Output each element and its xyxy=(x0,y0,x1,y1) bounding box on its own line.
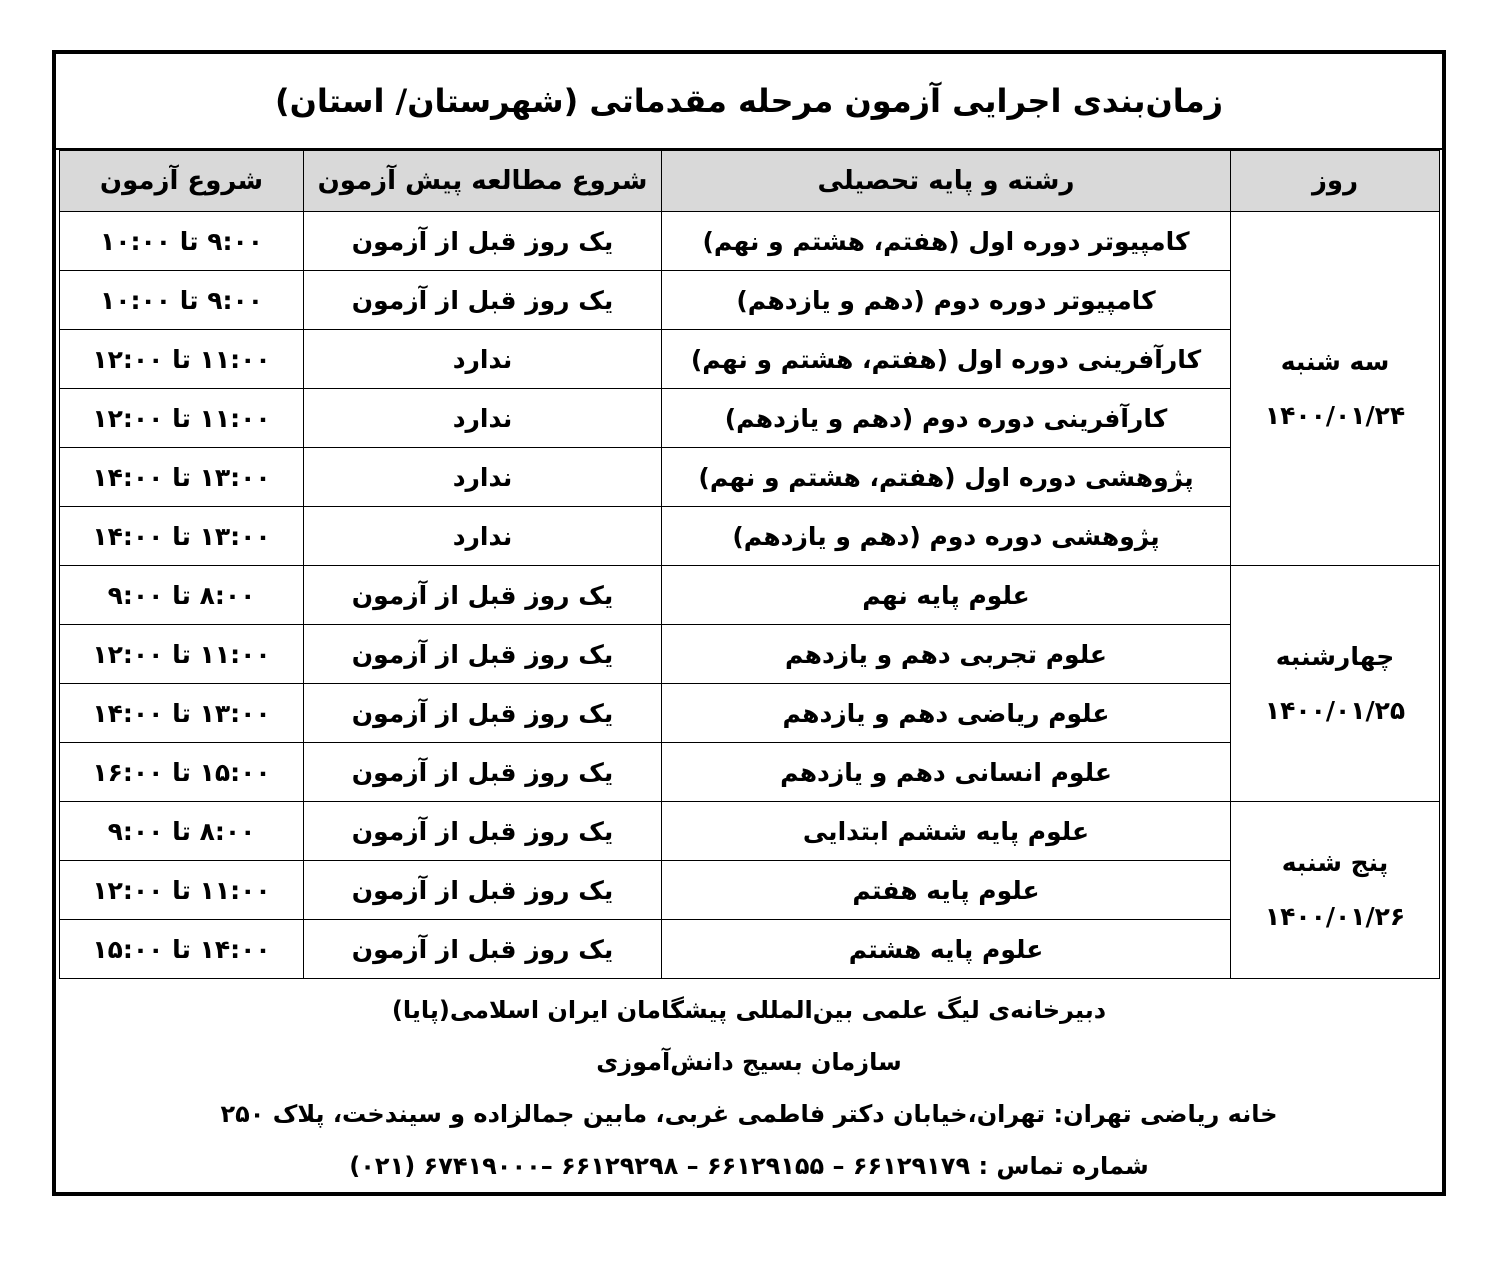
day-name: پنج شنبه xyxy=(1281,848,1389,877)
subject-cell: علوم پایه هفتم xyxy=(662,861,1231,920)
footer-contact-info xyxy=(56,984,1442,1192)
study-cell: یک روز قبل از آزمون xyxy=(304,212,662,271)
study-cell: ندارد xyxy=(304,448,662,507)
footer-phone: شماره تماس : ۶۶۱۲۹۱۷۹ – ۶۶۱۲۹۱۵۵ – ۶۶۱۲۹۲۹۸ –۶۷۴۱۹۰۰۰ (۰۲۱) xyxy=(349,1152,1149,1180)
time-cell: ۱۳:۰۰ تا ۱۴:۰۰ xyxy=(60,507,304,566)
subject-cell: کارآفرینی دوره اول (هفتم، هشتم و نهم) xyxy=(662,330,1231,389)
study-cell: یک روز قبل از آزمون xyxy=(304,566,662,625)
time-cell: ۱۱:۰۰ تا ۱۲:۰۰ xyxy=(60,330,304,389)
subject-cell: علوم پایه هشتم xyxy=(662,920,1231,979)
day-cell xyxy=(1231,566,1440,802)
study-cell: یک روز قبل از آزمون xyxy=(304,920,662,979)
time-cell: ۱۱:۰۰ تا ۱۲:۰۰ xyxy=(60,389,304,448)
day-cell xyxy=(1231,212,1440,566)
subject-cell: علوم پایه نهم xyxy=(662,566,1231,625)
time-cell: ۱۳:۰۰ تا ۱۴:۰۰ xyxy=(60,684,304,743)
subject-cell: علوم پایه ششم ابتدایی xyxy=(662,802,1231,861)
time-cell: ۱۱:۰۰ تا ۱۲:۰۰ xyxy=(60,861,304,920)
table-header-row xyxy=(60,151,1440,212)
time-cell: ۱۵:۰۰ تا ۱۶:۰۰ xyxy=(60,743,304,802)
day-date: ۱۴۰۰/۰۱/۲۶ xyxy=(1264,902,1406,931)
study-cell: ندارد xyxy=(304,389,662,448)
header-study: شروع مطالعه پیش آزمون xyxy=(304,151,662,212)
subject-cell: علوم انسانی دهم و یازدهم xyxy=(662,743,1231,802)
header-subject: رشته و پایه تحصیلی xyxy=(662,151,1231,212)
time-cell: ۱۳:۰۰ تا ۱۴:۰۰ xyxy=(60,448,304,507)
time-cell: ۱۴:۰۰ تا ۱۵:۰۰ xyxy=(60,920,304,979)
study-cell: یک روز قبل از آزمون xyxy=(304,625,662,684)
study-cell: یک روز قبل از آزمون xyxy=(304,861,662,920)
table-row xyxy=(60,212,1440,271)
study-cell: یک روز قبل از آزمون xyxy=(304,802,662,861)
time-cell: ۹:۰۰ تا ۱۰:۰۰ xyxy=(60,271,304,330)
study-cell: یک روز قبل از آزمون xyxy=(304,684,662,743)
day-name: چهارشنبه xyxy=(1275,641,1395,671)
subject-cell: کامپیوتر دوره دوم (دهم و یازدهم) xyxy=(662,271,1231,330)
header-start: شروع آزمون xyxy=(60,151,304,212)
table-row xyxy=(60,566,1440,625)
time-cell: ۹:۰۰ تا ۱۰:۰۰ xyxy=(60,212,304,271)
study-cell: یک روز قبل از آزمون xyxy=(304,743,662,802)
time-cell: ۸:۰۰ تا ۹:۰۰ xyxy=(60,566,304,625)
table-row xyxy=(60,802,1440,861)
footer-organizer: دبیرخانه‌ی لیگ علمی بین‌المللی پیشگامان ایران اسلامی(پایا) xyxy=(391,996,1107,1024)
footer-organization: سازمان بسیج دانش‌آموزی xyxy=(596,1048,902,1076)
day-date: ۱۴۰۰/۰۱/۲۴ xyxy=(1264,400,1406,430)
subject-cell: کامپیوتر دوره اول (هفتم، هشتم و نهم) xyxy=(662,212,1231,271)
schedule-document xyxy=(52,50,1446,1196)
header-day: روز xyxy=(1231,151,1440,212)
day-cell xyxy=(1231,802,1440,979)
time-cell: ۸:۰۰ تا ۹:۰۰ xyxy=(60,802,304,861)
subject-cell: کارآفرینی دوره دوم (دهم و یازدهم) xyxy=(662,389,1231,448)
study-cell: ندارد xyxy=(304,507,662,566)
subject-cell: علوم ریاضی دهم و یازدهم xyxy=(662,684,1231,743)
page-title: زمان‌بندی اجرایی آزمون مرحله مقدماتی (شهرستان/ استان) xyxy=(56,54,1442,150)
exam-schedule-table xyxy=(59,150,1440,979)
subject-cell: پژوهشی دوره اول (هفتم، هشتم و نهم) xyxy=(662,448,1231,507)
subject-cell: علوم تجربی دهم و یازدهم xyxy=(662,625,1231,684)
day-name: سه شنبه xyxy=(1280,346,1390,376)
subject-cell: پژوهشی دوره دوم (دهم و یازدهم) xyxy=(662,507,1231,566)
footer-address: خانه ریاضی تهران: تهران،خیابان دکتر فاطمی غربی، مابین جمالزاده و سیندخت، پلاک ۲۵۰ xyxy=(220,1100,1278,1128)
study-cell: ندارد xyxy=(304,330,662,389)
study-cell: یک روز قبل از آزمون xyxy=(304,271,662,330)
day-date: ۱۴۰۰/۰۱/۲۵ xyxy=(1264,695,1406,725)
time-cell: ۱۱:۰۰ تا ۱۲:۰۰ xyxy=(60,625,304,684)
